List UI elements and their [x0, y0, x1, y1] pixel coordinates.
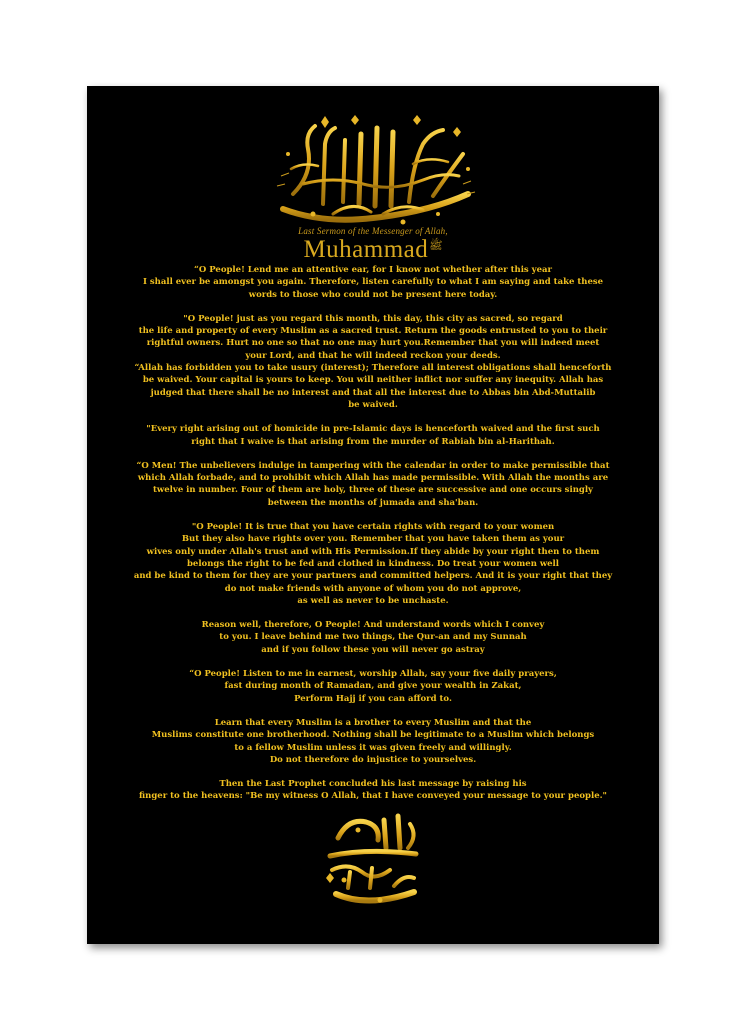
sermon-paragraph: Reason well, therefore, O People! And understand words which I convey to you. I leave behind me two things, the Qur-an and my Sunnah and if you follow these you will never go astray	[201, 620, 545, 655]
sermon-paragraph: “O Men! The unbelievers indulge in tampering with the calendar in order to make permissible that which Allah forbade, and to prohibit which Allah has made permissible. With Allah the months are twelve in number. Four of them are holy, three of these are successive and one occurs singly between the months of jumada and sha'ban.	[136, 460, 610, 508]
subtitle: Last Sermon of the Messenger of Allah,	[298, 226, 448, 236]
sermon-paragraph: “O People! Lend me an attentive ear, for I know not whether after this year I shall ever be amongst you again. Therefore, listen carefully to what I am saying and take these words to those who could not be present here today.	[142, 265, 604, 300]
sermon-paragraph: Then the Last Prophet concluded his last message by raising his finger to the heavens: "Be my witness O Allah, that I have conveyed your message to your people."	[138, 779, 607, 802]
sermon-paragraph: "Every right arising out of homicide in pre-Islamic days is henceforth waived and the first such right that I waive is that arising from the murder of Rabiah bin al-Harithah.	[146, 424, 600, 447]
prophet-name	[87, 236, 659, 264]
honorific-mark: ﷺ	[429, 240, 443, 252]
bismillah-calligraphy-icon	[263, 114, 483, 232]
sermon-poster	[87, 86, 659, 944]
sermon-paragraph: "O People! just as you regard this month, this day, this city as sacred, so regard the life and property of every Muslim as a sacred trust. Return the goods entrusted to you to their rightful owners. Hurt no one so that no one may hurt you.Remember that you will indeed meet your Lord, and that he will indeed reckon your deeds.	[138, 313, 608, 361]
prophet-name-text: Muhammad	[303, 236, 429, 263]
sermon-text	[105, 264, 641, 803]
sermon-paragraph: "O People! It is true that you have certain rights with regard to your women But they also have rights over you. Remember that you have taken them as your wives only under Allah's trust and with His Permission.If they abide by your right then to them belongs the right to be fed and clothed in kindness. Do treat your women well and be kind to them for they are your partners and committed helpers. And it is your right that they do not make friends with anyone of whom you do not approve, as well as never to be unchaste.	[133, 522, 613, 606]
salawat-calligraphy-icon	[318, 808, 428, 912]
sermon-paragraph: “Allah has forbidden you to take usury (interest); Therefore all interest obligations shall henceforth be waived. Your capital is yours to keep. You will neither inflict nor suffer any inequity. Allah has judged that there shall be no interest and that all the interest due to Abbas bin Abd-Muttalib be waived.	[134, 363, 612, 410]
sermon-paragraph: Learn that every Muslim is a brother to every Muslim and that the Muslims constitute one brotherhood. Nothing shall be legitimate to a Muslim which belongs to a fellow Muslim unless it was given freely and willingly. Do not therefore do injustice to yourselves.	[151, 717, 595, 765]
sermon-paragraph: “O People! Listen to me in earnest, worship Allah, say your five daily prayers, fast during month of Ramadan, and give your wealth in Zakat, Perform Hajj if you can afford to.	[189, 669, 557, 704]
